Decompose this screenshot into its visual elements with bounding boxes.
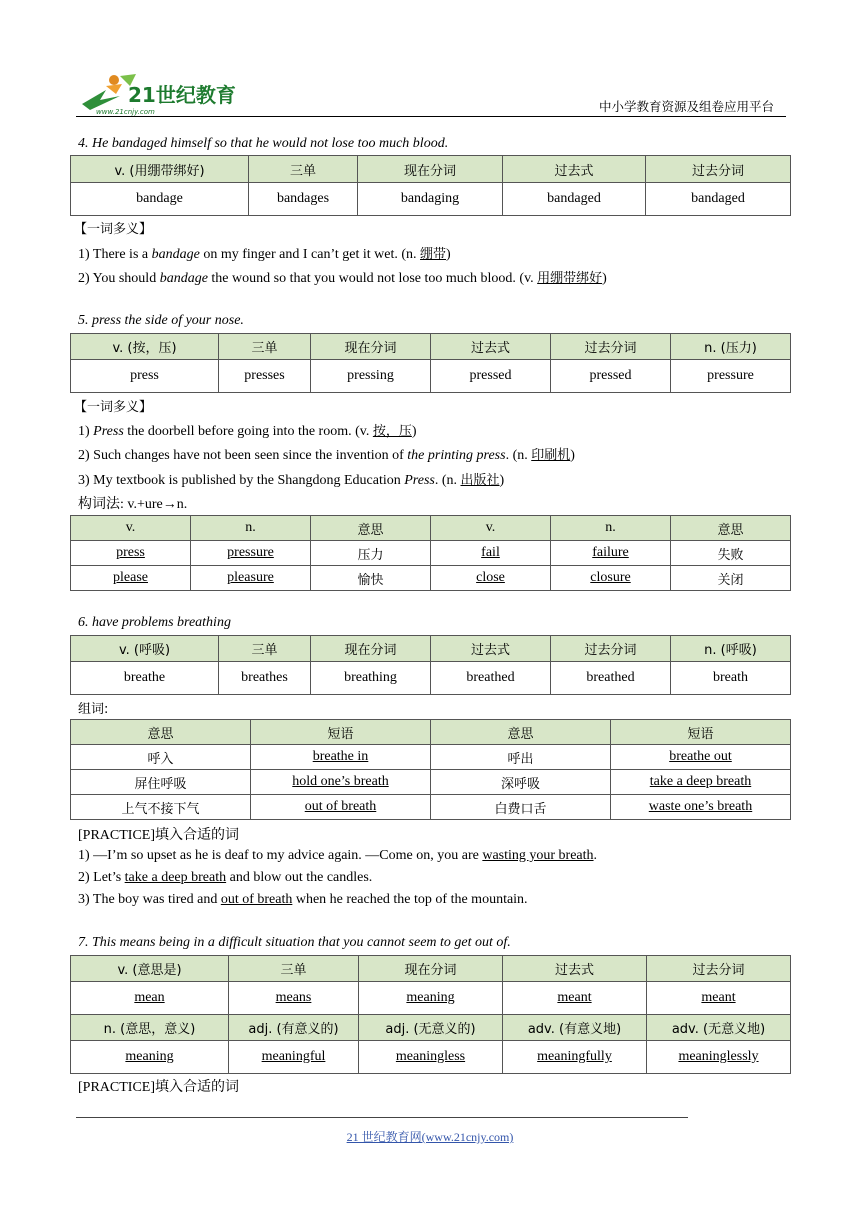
s6-header-cell: 三单 [219,636,311,662]
wf-cell: fail [431,541,551,566]
s6-cell: breathes [219,662,311,695]
footer-divider [76,1117,688,1118]
s7-cell: meant [503,982,647,1015]
s7-cell: meaningfully [503,1041,647,1074]
s4-meaning-2: 2) You should bandage the wound so that you would not lose too much blood. (v. 用绷带绑好) [78,271,607,286]
s5-cell: pressed [551,360,671,393]
phrase-cell: hold one’s breath [251,770,431,795]
s4-cell: bandages [249,183,358,216]
s7-header-cell: 过去分词 [647,956,791,982]
s7-cell: mean [71,982,229,1015]
s7-cell: meant [647,982,791,1015]
s5-header-cell: v. (按，压) [71,334,219,360]
s7-cell: meaningless [359,1041,503,1074]
wf-header-cell: n. [191,516,311,541]
s5-meaning-3: 3) My textbook is published by the Shangdong Education Press. (n. 出版社) [78,473,505,488]
header-platform-text: 中小学教育资源及组卷应用平台 [598,99,774,114]
s5-cell: pressing [311,360,431,393]
wf-header-cell: v. [431,516,551,541]
s6-cell: breathed [431,662,551,695]
s7-cell: meaning [71,1041,229,1074]
s7-practice-title: [PRACTICE]填入合适的词 [78,1080,239,1095]
wf-header-cell: 意思 [311,516,431,541]
phrase-header-cell: 短语 [611,720,791,745]
s4-header-cell: 三单 [249,156,358,183]
site-logo [76,70,246,116]
s4-cell: bandage [71,183,249,216]
phrase-header-cell: 意思 [71,720,251,745]
logo-text: 21世纪教育 [128,83,236,107]
s5-wf-table [70,515,791,591]
s5-word-formation: 构词法: v.+ure→n. [78,497,188,512]
s4-meaning-1: 1) There is a bandage on my finger and I can’t get it wet. (n. 绷带) [78,247,451,262]
phrase-header-cell: 意思 [431,720,611,745]
s4-header-cell: 过去分词 [646,156,791,183]
s5-meanings-title: 【一词多义】 [74,400,153,415]
s7-header-cell: adj. (有意义的) [229,1015,359,1041]
s6-header-cell: 过去式 [431,636,551,662]
s5-cell: pressure [671,360,791,393]
s5-header-cell: n. (压力) [671,334,791,360]
section-6-heading: 6. have problems breathing [78,615,231,630]
section-4-heading: 4. He bandaged himself so that he would not lose too much blood. [78,136,449,151]
s6-header-cell: n. (呼吸) [671,636,791,662]
s7-header-cell: 现在分词 [359,956,503,982]
s7-header-cell: n. (意思，意义) [71,1015,229,1041]
s7-table [70,955,791,1074]
s7-cell: meaningful [229,1041,359,1074]
s6-header-cell: 现在分词 [311,636,431,662]
logo-url: www.21cnjy.com [96,108,155,116]
s6-cell: breathe [71,662,219,695]
s6-practice-title: [PRACTICE]填入合适的词 [78,828,239,843]
s6-cell: breathing [311,662,431,695]
s4-header-cell: v. (用绷带绑好) [71,156,249,183]
s6-phrases-title: 组词: [78,702,109,717]
phrase-header-cell: 短语 [251,720,431,745]
s5-header-cell: 三单 [219,334,311,360]
s7-cell: meaninglessly [647,1041,791,1074]
s6-cell: breathed [551,662,671,695]
s7-cell: meaning [359,982,503,1015]
section-7-heading: 7. This means being in a difficult situation that you cannot seem to get out of. [78,935,511,950]
section-5-heading: 5. press the side of your nose. [78,313,244,328]
s6-table [70,635,791,695]
s7-header-cell: 过去式 [503,956,647,982]
s4-header-cell: 现在分词 [358,156,503,183]
wf-cell: press [71,541,191,566]
s6-practice-1: 1) —I’m so upset as he is deaf to my advice again. —Come on, you are wasting your breath. [78,848,598,863]
s5-meaning-1: 1) Press the doorbell before going into the room. (v. 按，压) [78,424,417,439]
s5-cell: press [71,360,219,393]
wf-cell: 失败 [671,541,791,566]
s6-header-cell: 过去分词 [551,636,671,662]
phrase-cell: 深呼吸 [431,770,611,795]
s5-table [70,333,791,393]
s4-header-cell: 过去式 [503,156,646,183]
phrase-cell: 呼出 [431,745,611,770]
wf-cell: 愉快 [311,566,431,591]
s5-header-cell: 过去分词 [551,334,671,360]
s4-cell: bandaging [358,183,503,216]
phrase-cell: waste one’s breath [611,795,791,820]
s7-header-cell: adj. (无意义的) [359,1015,503,1041]
s7-header-cell: adv. (无意义地) [647,1015,791,1041]
wf-cell: closure [551,566,671,591]
wf-cell: 压力 [311,541,431,566]
phrase-cell: take a deep breath [611,770,791,795]
s6-practice-2: 2) Let’s take a deep breath and blow out the candles. [78,870,373,885]
s4-table [70,155,791,216]
wf-cell: close [431,566,551,591]
footer-link[interactable]: 21 世纪教育网(www.21cnjy.com) [346,1130,514,1144]
phrase-cell: 呼入 [71,745,251,770]
phrase-cell: out of breath [251,795,431,820]
s4-meanings-title: 【一词多义】 [74,222,153,237]
s5-cell: presses [219,360,311,393]
wf-cell: 关闭 [671,566,791,591]
wf-cell: please [71,566,191,591]
s6-header-cell: v. (呼吸) [71,636,219,662]
s7-header-cell: adv. (有意义地) [503,1015,647,1041]
header-divider [76,116,786,117]
s7-header-cell: 三单 [229,956,359,982]
s4-cell: bandaged [646,183,791,216]
phrase-cell: breathe in [251,745,431,770]
s6-phrase-table [70,719,791,820]
s6-cell: breath [671,662,791,695]
s7-cell: means [229,982,359,1015]
s4-cell: bandaged [503,183,646,216]
wf-header-cell: v. [71,516,191,541]
phrase-cell: 上气不接下气 [71,795,251,820]
s5-header-cell: 过去式 [431,334,551,360]
s7-header-cell: v. (意思是) [71,956,229,982]
s5-meaning-2: 2) Such changes have not been seen since the invention of the printing press. (n. 印刷机) [78,448,575,463]
phrase-cell: 屏住呼吸 [71,770,251,795]
s5-cell: pressed [431,360,551,393]
wf-header-cell: 意思 [671,516,791,541]
s5-header-cell: 现在分词 [311,334,431,360]
wf-cell: pleasure [191,566,311,591]
phrase-cell: 白费口舌 [431,795,611,820]
wf-header-cell: n. [551,516,671,541]
wf-cell: pressure [191,541,311,566]
phrase-cell: breathe out [611,745,791,770]
s6-practice-3: 3) The boy was tired and out of breath when he reached the top of the mountain. [78,892,528,907]
wf-cell: failure [551,541,671,566]
